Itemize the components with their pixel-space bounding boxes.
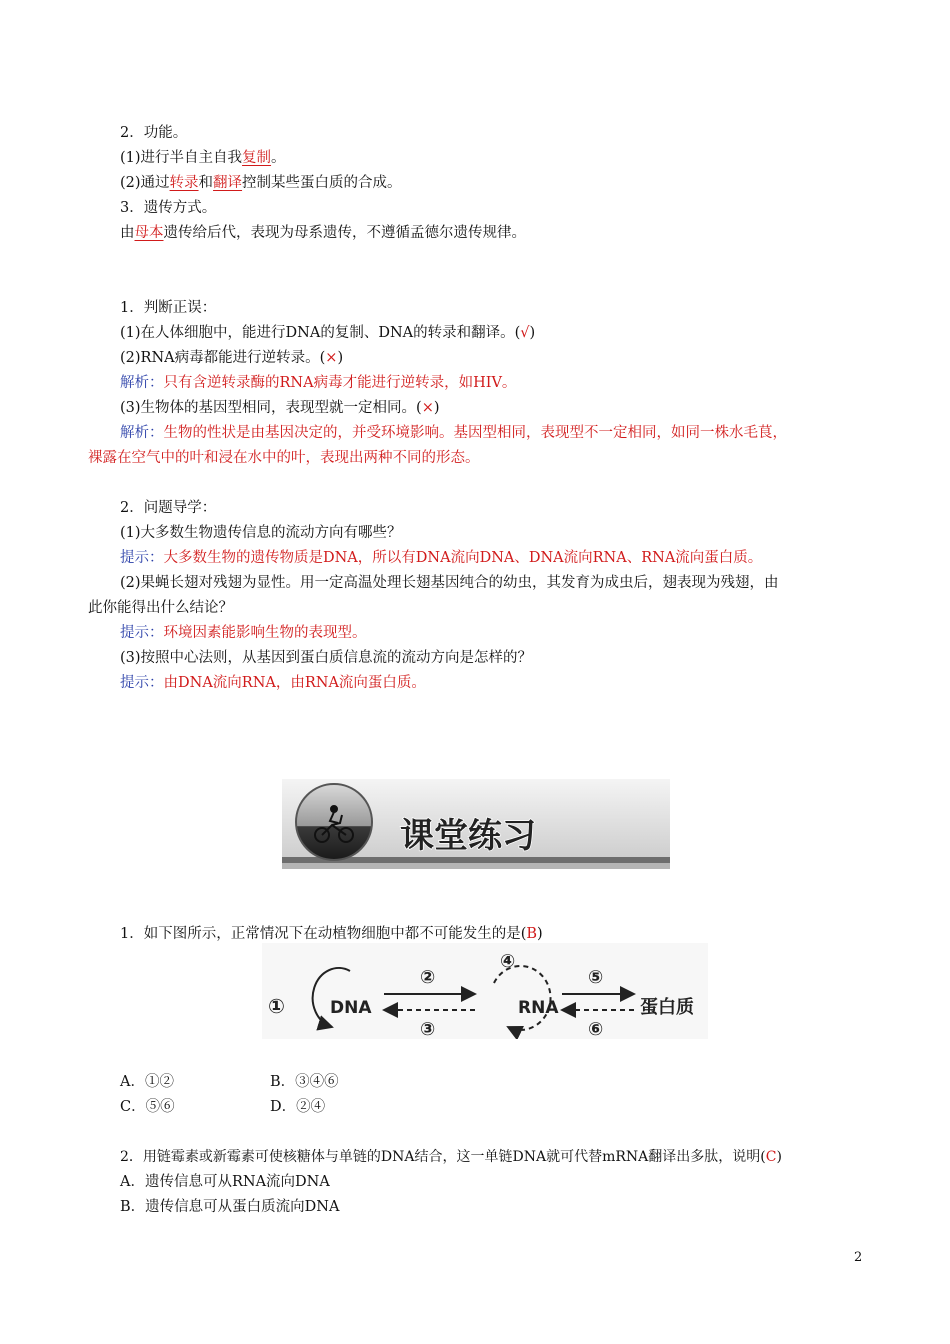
label-rna: RNA [518,998,559,1018]
judge-title: 1．判断正误： [120,300,217,316]
central-dogma-diagram [262,943,708,1039]
judge-a3-line1: 解析：生物的性状是由基因决定的，并受环境影响。基因型相同，表现型不一定相同，如同一株水毛茛， [120,425,787,441]
exercise-q2: 2．用链霉素或新霉素可使核糖体与单链的DNA结合，这一单链DNA就可代替mRNA翻译出多肽，说明(C) [120,1149,782,1165]
judge-q3: (3)生物体的基因型相同，表现型就一定相同。(×) [120,400,440,416]
answer-keyword: 转录 [169,175,199,191]
option-d: D．②④ [270,1099,326,1115]
label-3: ③ [420,1019,436,1039]
label-5: ⑤ [588,967,604,988]
label-6: ⑥ [588,1019,604,1039]
guide-h1: 提示：大多数生物的遗传物质是DNA，所以有DNA流向DNA、DNA流向RNA、RNA流向蛋白质。 [120,550,763,566]
label-dna: DNA [330,998,372,1018]
page-number: 2 [854,1250,863,1265]
guide-q2-line2: 此你能得出什么结论？ [88,600,233,616]
option-c: C．⑤⑥ [120,1099,175,1115]
analysis-label: 解析： [120,425,164,441]
heading-inheritance: 3．遗传方式。 [120,200,217,216]
judge-a3-line2: 裸露在空气中的叶和浸在水中的叶，表现出两种不同的形态。 [88,450,480,466]
heading-function: 2．功能。 [120,125,188,141]
function-item-2: (2)通过转录和翻译控制某些蛋白质的合成。 [120,175,402,191]
judge-q2: (2)RNA病毒都能进行逆转录。(×) [120,350,344,366]
guide-h3: 提示：由DNA流向RNA，由RNA流向蛋白质。 [120,675,426,691]
cross-mark: × [421,400,434,416]
guide-q3: (3)按照中心法则，从基因到蛋白质信息流的流动方向是怎样的？ [120,650,533,666]
guide-h2: 提示：环境因素能影响生物的表现型。 [120,625,367,641]
exercise-q2-option-a: A．遗传信息可从RNA流向DNA [120,1174,330,1190]
label-protein: 蛋白质 [640,997,694,1018]
answer-keyword: 翻译 [213,175,243,191]
guide-q2-line1: (2)果蝇长翅对残翅为显性。用一定高温处理长翅基因纯合的幼虫，其发育为成虫后，翅表现为残翅，由 [120,575,779,591]
option-a: A．①② [120,1074,174,1090]
function-item-1: (1)进行半自主自我复制。 [120,150,286,166]
exercise-q2-option-b: B．遗传信息可从蛋白质流向DNA [120,1199,340,1215]
classroom-practice-banner [282,779,670,869]
option-b: B．③④⑥ [270,1074,339,1090]
label-1: ① [268,994,285,1018]
hint-label: 提示： [120,550,164,566]
inheritance-text: 由母本遗传给后代，表现为母系遗传，不遵循孟德尔遗传规律。 [120,225,526,241]
answer-keyword: 复制 [242,150,272,166]
label-2: ② [420,967,436,988]
exercise-q1: 1．如下图所示，正常情况下在动植物细胞中都不可能发生的是(B) [120,926,543,942]
judge-a2: 解析：只有含逆转录酶的RNA病毒才能进行逆转录，如HIV。 [120,375,517,391]
answer-letter: B [526,926,538,942]
hint-label: 提示： [120,675,164,691]
answer-letter: C [765,1149,777,1165]
hint-label: 提示： [120,625,164,641]
guide-q1: (1)大多数生物遗传信息的流动方向有哪些？ [120,525,402,541]
answer-keyword: 母本 [134,225,164,241]
check-mark: √ [520,325,530,341]
label-4: ④ [500,951,516,972]
banner-graphic [282,779,670,869]
cross-mark: × [325,350,338,366]
banner-title: 课堂练习 [400,816,536,856]
guide-title: 2．问题导学： [120,500,217,516]
judge-q1: (1)在人体细胞中，能进行DNA的复制、DNA的转录和翻译。(√) [120,325,536,341]
analysis-label: 解析： [120,375,164,391]
